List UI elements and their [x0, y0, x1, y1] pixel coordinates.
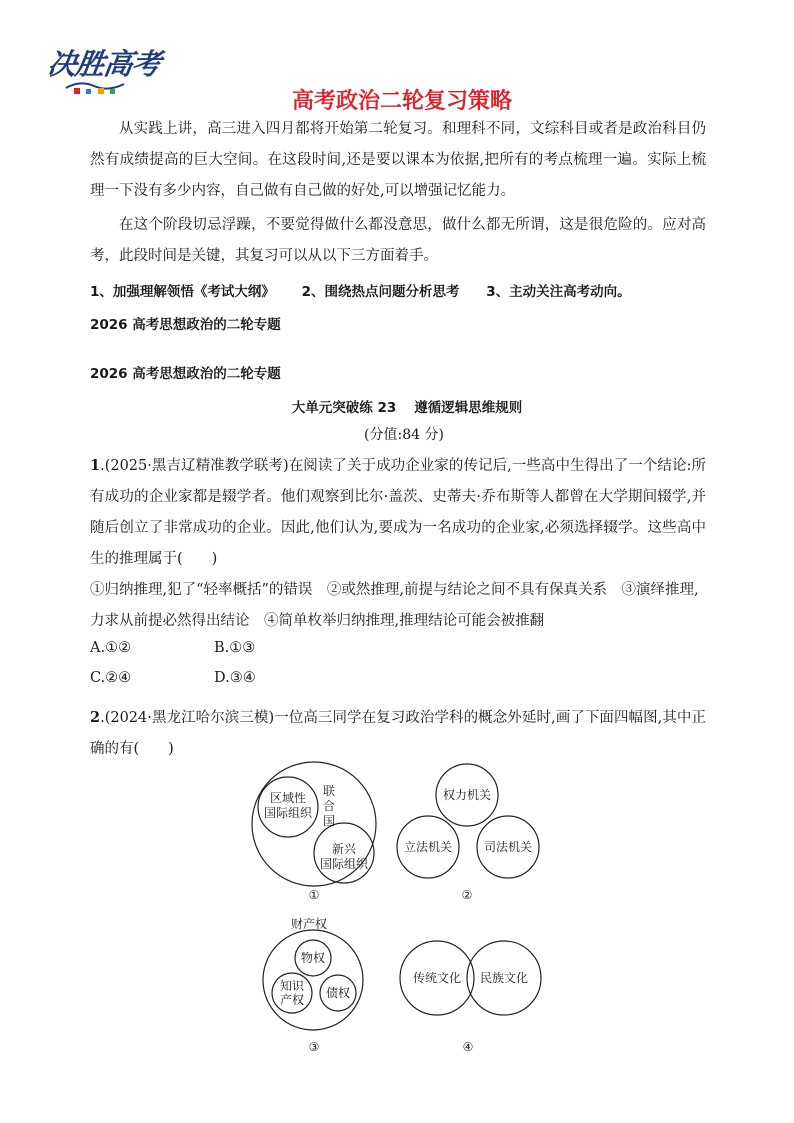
- diagram-3-label: ③: [308, 1040, 320, 1054]
- regional-org-label-2: 国际组织: [263, 806, 313, 820]
- real-right-label: 物权: [300, 951, 326, 965]
- choice-a: A.①②: [90, 640, 132, 656]
- new-org-label-1: 新兴: [331, 842, 357, 856]
- un-label-2: 合: [322, 799, 336, 813]
- diagram-4: [400, 941, 541, 1054]
- new-org-label-2: 国际组织: [319, 857, 369, 871]
- topic-heading-2: 2026 高考思想政治的二轮专题: [90, 366, 281, 382]
- national-culture-label: 民族文化: [479, 971, 529, 985]
- property-right-circle: [263, 930, 363, 1030]
- diagram-2: [397, 764, 539, 902]
- diagram-4-label: ④: [462, 1040, 474, 1054]
- ip-right-label-2: 产权: [279, 993, 305, 1007]
- traditional-culture-label: 传统文化: [412, 971, 462, 985]
- question-1-number: 1: [90, 457, 101, 474]
- diagram-1: [252, 762, 376, 902]
- diagram-2-label: ②: [461, 888, 473, 902]
- question-2-number: 2: [90, 709, 101, 726]
- unit-name: 遵循逻辑思维规则: [414, 400, 523, 416]
- tip-3: 3、主动关注高考动向。: [486, 284, 631, 300]
- un-label-1: 联: [322, 784, 336, 798]
- unit-label: 大单元突破练 23: [291, 400, 397, 416]
- diagram-1-label: ①: [308, 888, 320, 902]
- diagram-3: [263, 916, 363, 1054]
- intro-paragraph-1: 从实践上讲，高三进入四月都将开始第二轮复习。和理科不同，文综科目或者是政治科目仍然有成绩提高的巨大空间。在这段时间,还是要以课本为依据,把所有的考点梳理一遍。实际上梳理一下没有多少内容，自己做有自己做的好处,可以增强记忆能力。: [90, 121, 706, 199]
- topic-heading-1: 2026 高考思想政治的二轮专题: [90, 317, 281, 333]
- page-title: 高考政治二轮复习策略: [291, 89, 512, 114]
- judicial-organ-label: 司法机关: [483, 840, 533, 854]
- power-organ-label: 权力机关: [442, 788, 492, 802]
- question-1-text: .(2025·黑吉辽精准教学联考)在阅读了关于成功企业家的传记后,一些高中生得出了一个结论:所有成功的企业家都是辍学者。他们观察到比尔·盖茨、史蒂夫·乔布斯等人都曾在大学期间辍学,并随后创立了非常成功的企业。因此,他们认为,要成为一名成功的企业家,必须选择辍学。这些高中生的推理属于( ): [90, 458, 706, 567]
- property-right-label: 财产权: [290, 917, 328, 931]
- ip-right-label-1: 知识: [279, 979, 305, 993]
- tip-1: 1、加强理解领悟《考试大纲》: [90, 284, 275, 300]
- intro-paragraph-2: 在这个阶段切忌浮躁，不要觉得做什么都没意思，做什么都无所谓，这是很危险的。应对高考，此段时间是关键，其复习可以从以下三方面着手。: [90, 217, 706, 264]
- score-note: (分值:84 分): [364, 427, 444, 443]
- tip-2: 2、围绕热点问题分析思考: [301, 284, 460, 300]
- choice-b: B.①③: [214, 640, 256, 656]
- regional-org-label-1: 区域性: [269, 791, 307, 805]
- question-2-text: .(2024·黑龙江哈尔滨三模)一位高三同学在复习政治学科的概念外延时,画了下面四幅图,其中正确的有( ): [90, 710, 706, 757]
- question-1-options: ①归纳推理,犯了“轻率概括”的错误 ②或然推理,前提与结论之间不具有保真关系 ③演绎推理,力求从前提必然得出结论 ④简单枚举归纳推理,推理结论可能会被推翻: [90, 582, 699, 629]
- un-label-3: 国: [322, 814, 336, 828]
- debt-right-label: 债权: [325, 986, 351, 1000]
- logo-text: 决胜高考: [45, 47, 163, 81]
- legislative-organ-label: 立法机关: [403, 840, 453, 854]
- choice-c: C.②④: [90, 670, 132, 686]
- choice-d: D.③④: [214, 670, 256, 686]
